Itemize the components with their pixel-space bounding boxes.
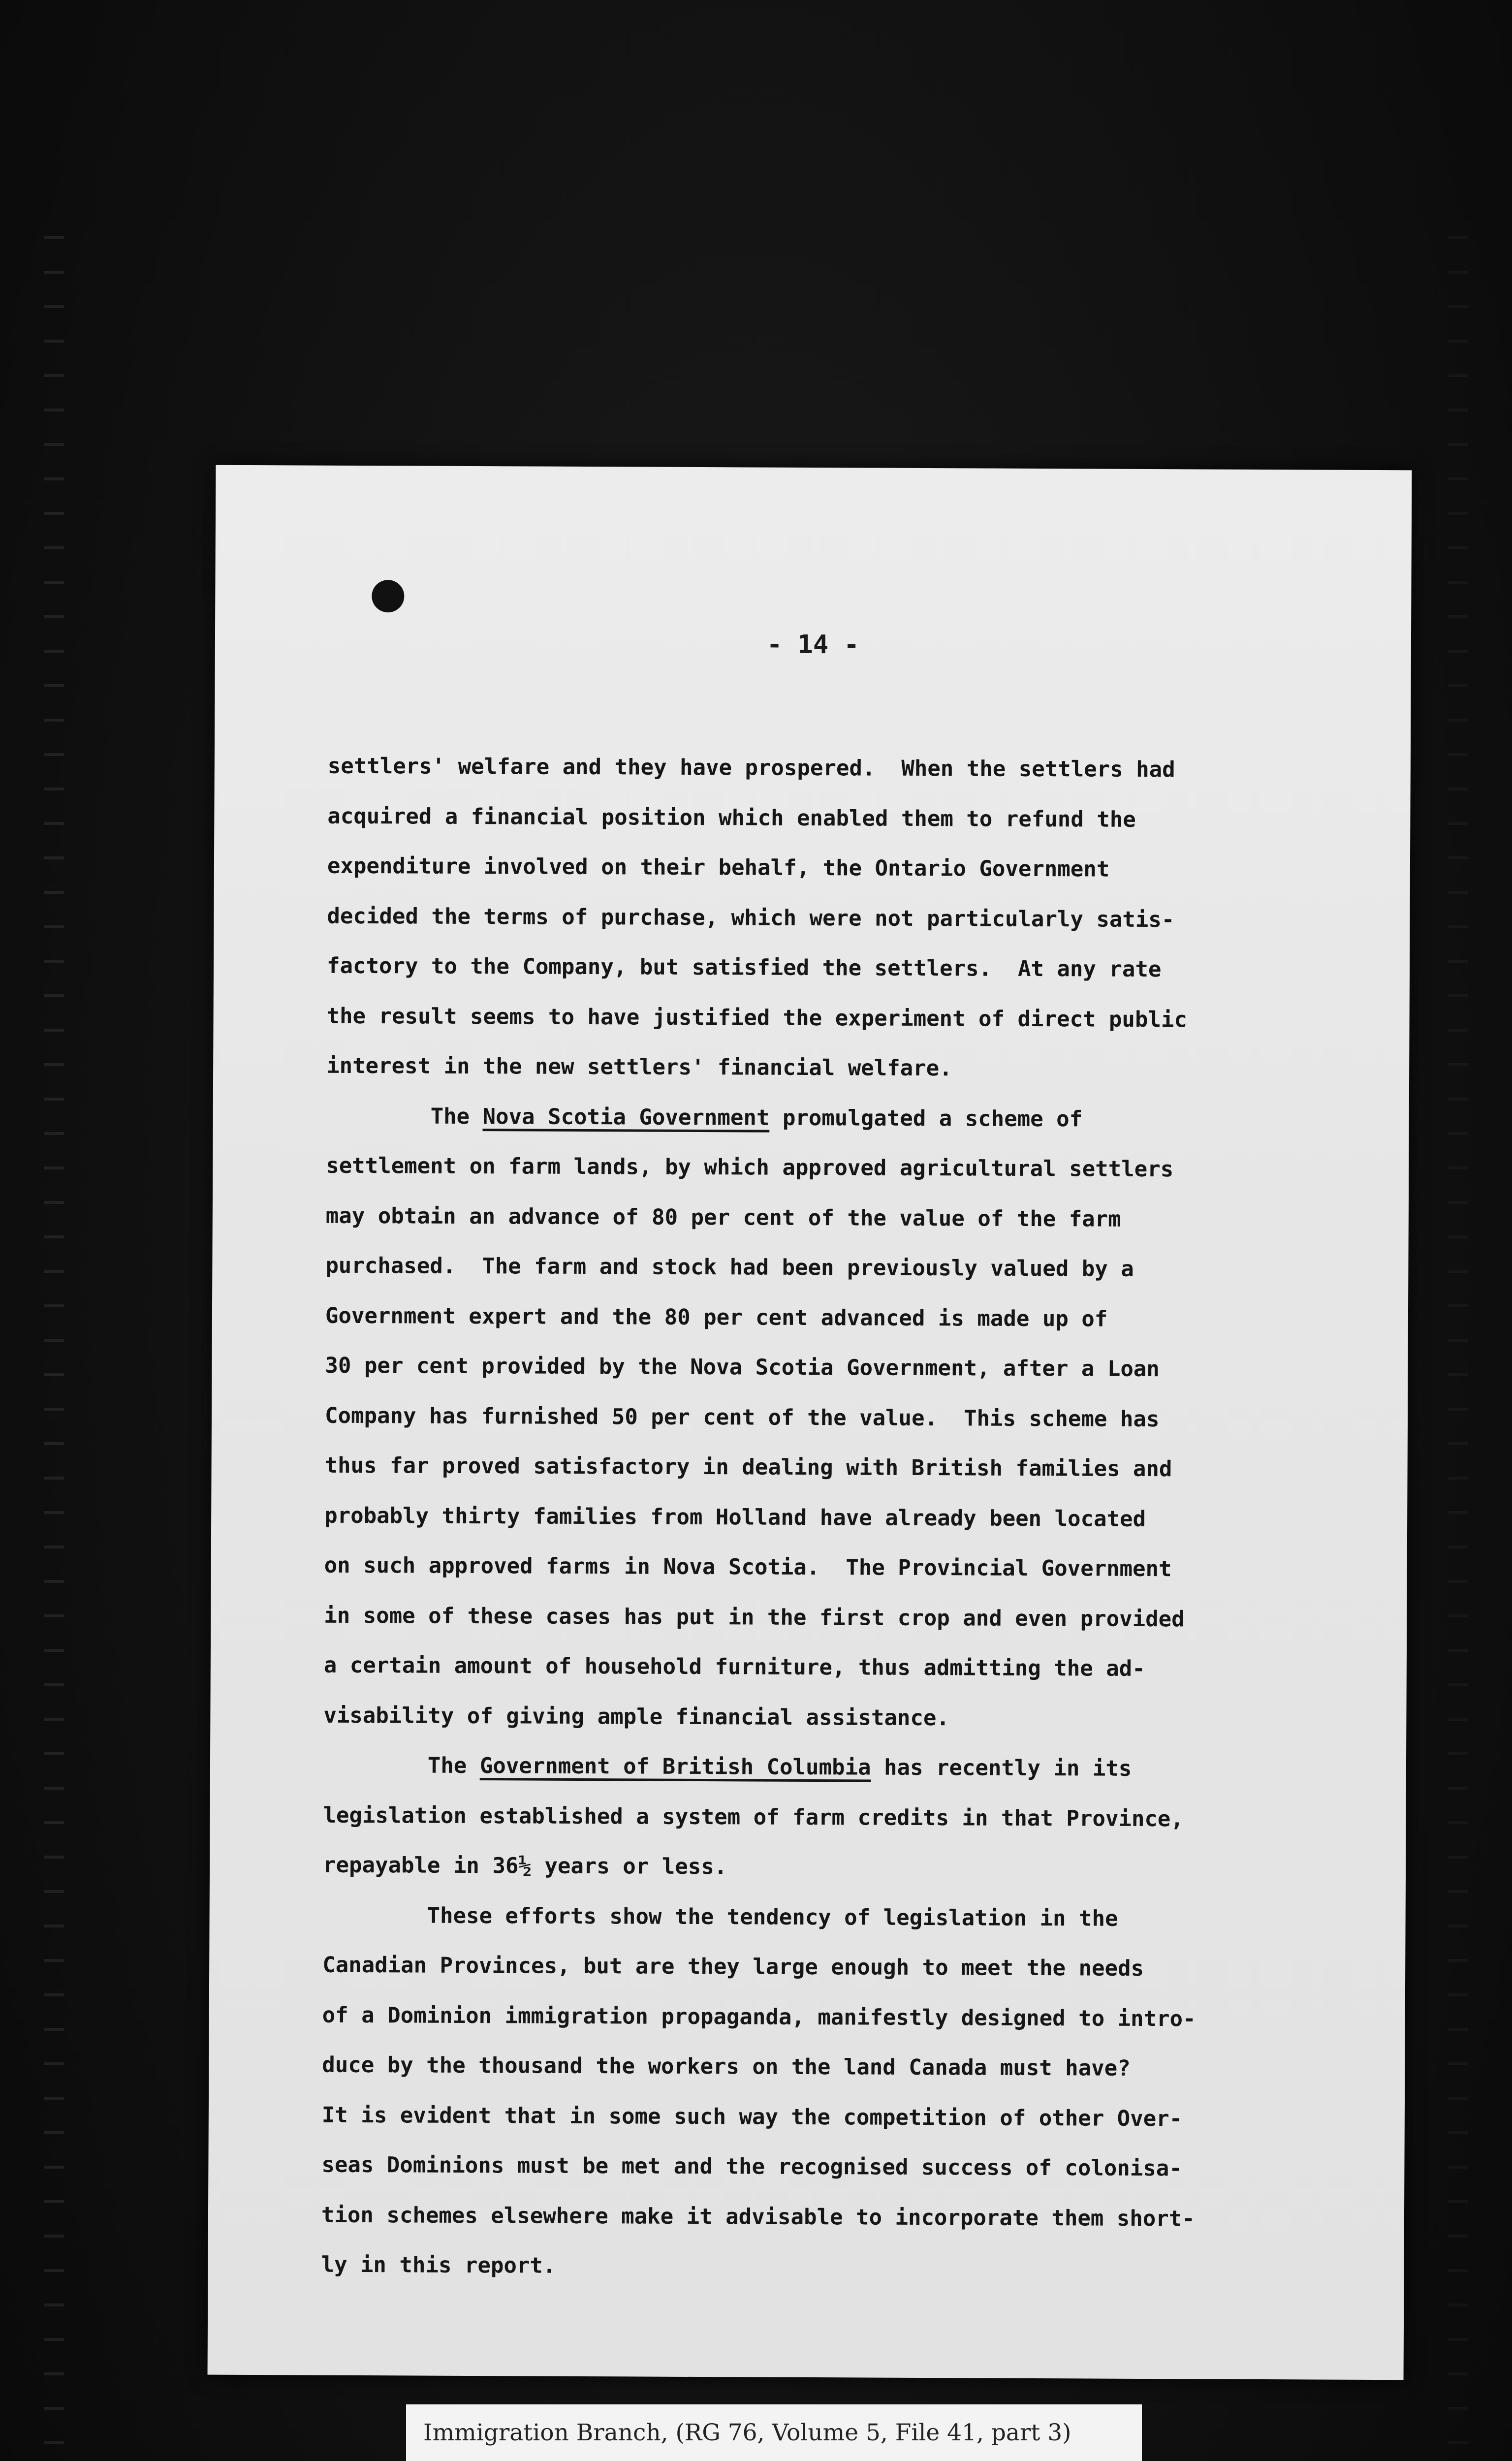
text-segment: acquired a financial position which enabled them to refund the [327, 803, 1136, 832]
text-segment: repayable in 36½ years or less. [322, 1852, 727, 1880]
text-line [322, 1890, 1331, 1944]
text-segment: promulgated a scheme of [769, 1105, 1083, 1132]
text-segment: expenditure involved on their behalf, the Ontario Government [327, 853, 1110, 882]
text-segment: ly in this report. [321, 2252, 556, 2278]
page-number: - 14 - [766, 630, 859, 660]
text-segment: interest in the new settlers' financial welfare. [326, 1053, 952, 1081]
text-segment: seas Dominions must be met and the recognised success of colonisa- [321, 2152, 1182, 2181]
film-edge-right [1448, 236, 1468, 2461]
text-segment: It is evident that in some such way the competition of other Over- [321, 2102, 1183, 2131]
text-line [326, 1141, 1335, 1195]
text-segment: Government expert and the 80 per cent advanced is made up of [325, 1303, 1108, 1332]
typewritten-page [208, 465, 1412, 2380]
text-line [324, 1541, 1333, 1595]
underlined-heading: Government of British Columbia [479, 1753, 871, 1780]
text-line [328, 741, 1337, 795]
text-segment: tion schemes elsewhere make it advisable to incorporate them short- [321, 2202, 1195, 2231]
text-segment: Canadian Provinces, but are they large enough to meet the needs [322, 1952, 1144, 1981]
text-line [321, 2190, 1330, 2244]
text-line [321, 2240, 1330, 2294]
text-line [323, 1790, 1332, 1844]
text-line [323, 1690, 1332, 1744]
text-line [326, 991, 1335, 1045]
text-segment: purchased. The farm and stock had been previously valued by a [325, 1253, 1134, 1282]
text-line [325, 1241, 1334, 1295]
punch-hole-icon [372, 580, 404, 612]
text-line [322, 2090, 1331, 2144]
reference-label [406, 2404, 1142, 2461]
text-line [324, 1441, 1333, 1495]
text-line [324, 1590, 1333, 1644]
reference-label-text: Immigration Branch, (RG 76, Volume 5, File 41, part 3) [423, 2419, 1071, 2446]
text-segment: in some of these cases has put in the first crop and even provided [324, 1603, 1185, 1632]
text-line [323, 1740, 1332, 1795]
text-segment: a certain amount of household furniture, thus admitting the ad- [323, 1652, 1145, 1681]
text-segment: the result seems to have justified the experiment of direct public [326, 1003, 1188, 1032]
text-segment: on such approved farms in Nova Scotia. The Provincial Government [324, 1552, 1172, 1582]
text-line [327, 841, 1336, 895]
text-line [327, 941, 1336, 995]
text-line [325, 1291, 1334, 1345]
text-segment: legislation established a system of farm credits in that Province, [323, 1802, 1184, 1831]
text-line [321, 2140, 1330, 2194]
text-line [324, 1490, 1333, 1545]
page-body-text [321, 741, 1337, 2294]
text-line [325, 1341, 1334, 1395]
text-segment: decided the terms of purchase, which were not particularly satis- [327, 903, 1175, 932]
text-segment: 30 per cent provided by the Nova Scotia Government, after a Loan [325, 1353, 1160, 1382]
text-line [327, 791, 1336, 845]
text-segment: has recently in its [871, 1755, 1132, 1781]
text-line [325, 1390, 1334, 1445]
text-segment: may obtain an advance of 80 per cent of the value of the farm [325, 1203, 1121, 1232]
text-segment: The [323, 1752, 480, 1779]
text-line [322, 1940, 1331, 1994]
underlined-heading: Nova Scotia Government [482, 1104, 770, 1131]
text-segment: probably thirty families from Holland have already been located [324, 1503, 1146, 1532]
text-line [326, 1041, 1335, 1095]
text-line [327, 891, 1336, 945]
text-line [322, 2040, 1331, 2094]
text-segment: settlement on farm lands, by which approved agricultural settlers [326, 1153, 1174, 1182]
text-segment: These efforts show the tendency of legislation in the [322, 1902, 1118, 1931]
text-segment: Company has furnished 50 per cent of the value. This scheme has [324, 1403, 1160, 1432]
text-line [322, 1990, 1331, 2044]
text-segment: factory to the Company, but satisfied the settlers. At any rate [326, 953, 1162, 982]
text-line [323, 1840, 1332, 1894]
text-line [324, 1641, 1333, 1695]
text-line [326, 1091, 1335, 1145]
text-line [326, 1191, 1335, 1245]
text-segment: settlers' welfare and they have prospered. When the settlers had [327, 753, 1175, 783]
text-segment: The [326, 1103, 483, 1129]
text-segment: of a Dominion immigration propaganda, manifestly designed to intro- [322, 2002, 1196, 2031]
text-segment: thus far proved satisfactory in dealing with British families and [324, 1452, 1172, 1482]
film-edge-left [44, 236, 64, 2461]
text-segment: visability of giving ample financial assistance. [323, 1703, 950, 1731]
text-segment: duce by the thousand the workers on the land Canada must have? [322, 2052, 1131, 2081]
